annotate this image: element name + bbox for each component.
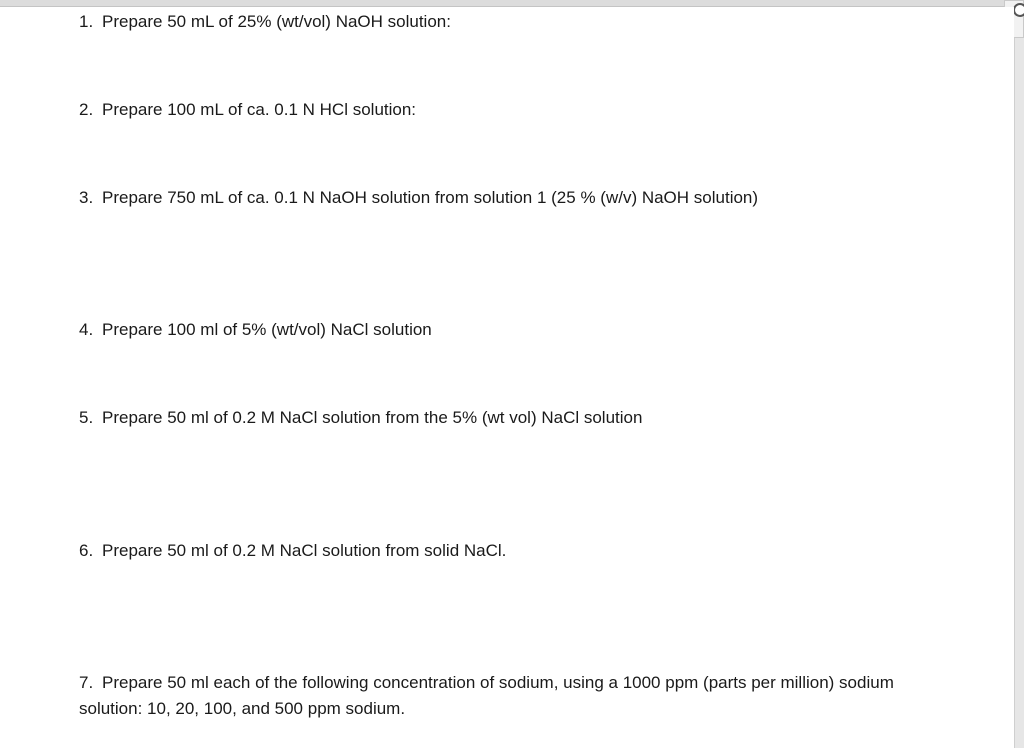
question-item [79,97,939,123]
question-item [79,317,939,343]
question-text: Prepare 750 mL of ca. 0.1 N NaOH solution from solution 1 (25 % (w/v) NaOH solution) [102,188,759,207]
question-item [79,9,939,35]
question-number: 3. [79,188,94,207]
question-text: Prepare 50 mL of 25% (wt/vol) NaOH solution: [102,12,451,31]
question-number: 5. [79,408,94,427]
question-item [79,538,939,564]
question-text: Prepare 50 ml of 0.2 M NaCl solution from solid NaCl. [102,541,507,560]
question-text: Prepare 50 ml each of the following concentration of sodium, using a 1000 ppm (parts per million) sodium solution: 10, 20, 100, and 500 ppm sodium. [79,673,894,718]
document-page [0,7,1014,748]
vertical-scrollbar[interactable] [1014,0,1024,748]
question-item [79,405,939,431]
window-top-border [0,0,1010,7]
question-text: Prepare 50 ml of 0.2 M NaCl solution from the 5% (wt vol) NaCl solution [102,408,643,427]
question-text: Prepare 100 ml of 5% (wt/vol) NaCl solution [102,320,432,339]
question-text: Prepare 100 mL of ca. 0.1 N HCl solution: [102,100,417,119]
question-number: 1. [79,12,94,31]
question-number: 6. [79,541,94,560]
question-number: 4. [79,320,94,339]
question-item [79,670,939,722]
question-item [79,185,939,211]
question-number: 2. [79,100,94,119]
circle-icon [1013,3,1024,17]
question-number: 7. [79,673,94,692]
